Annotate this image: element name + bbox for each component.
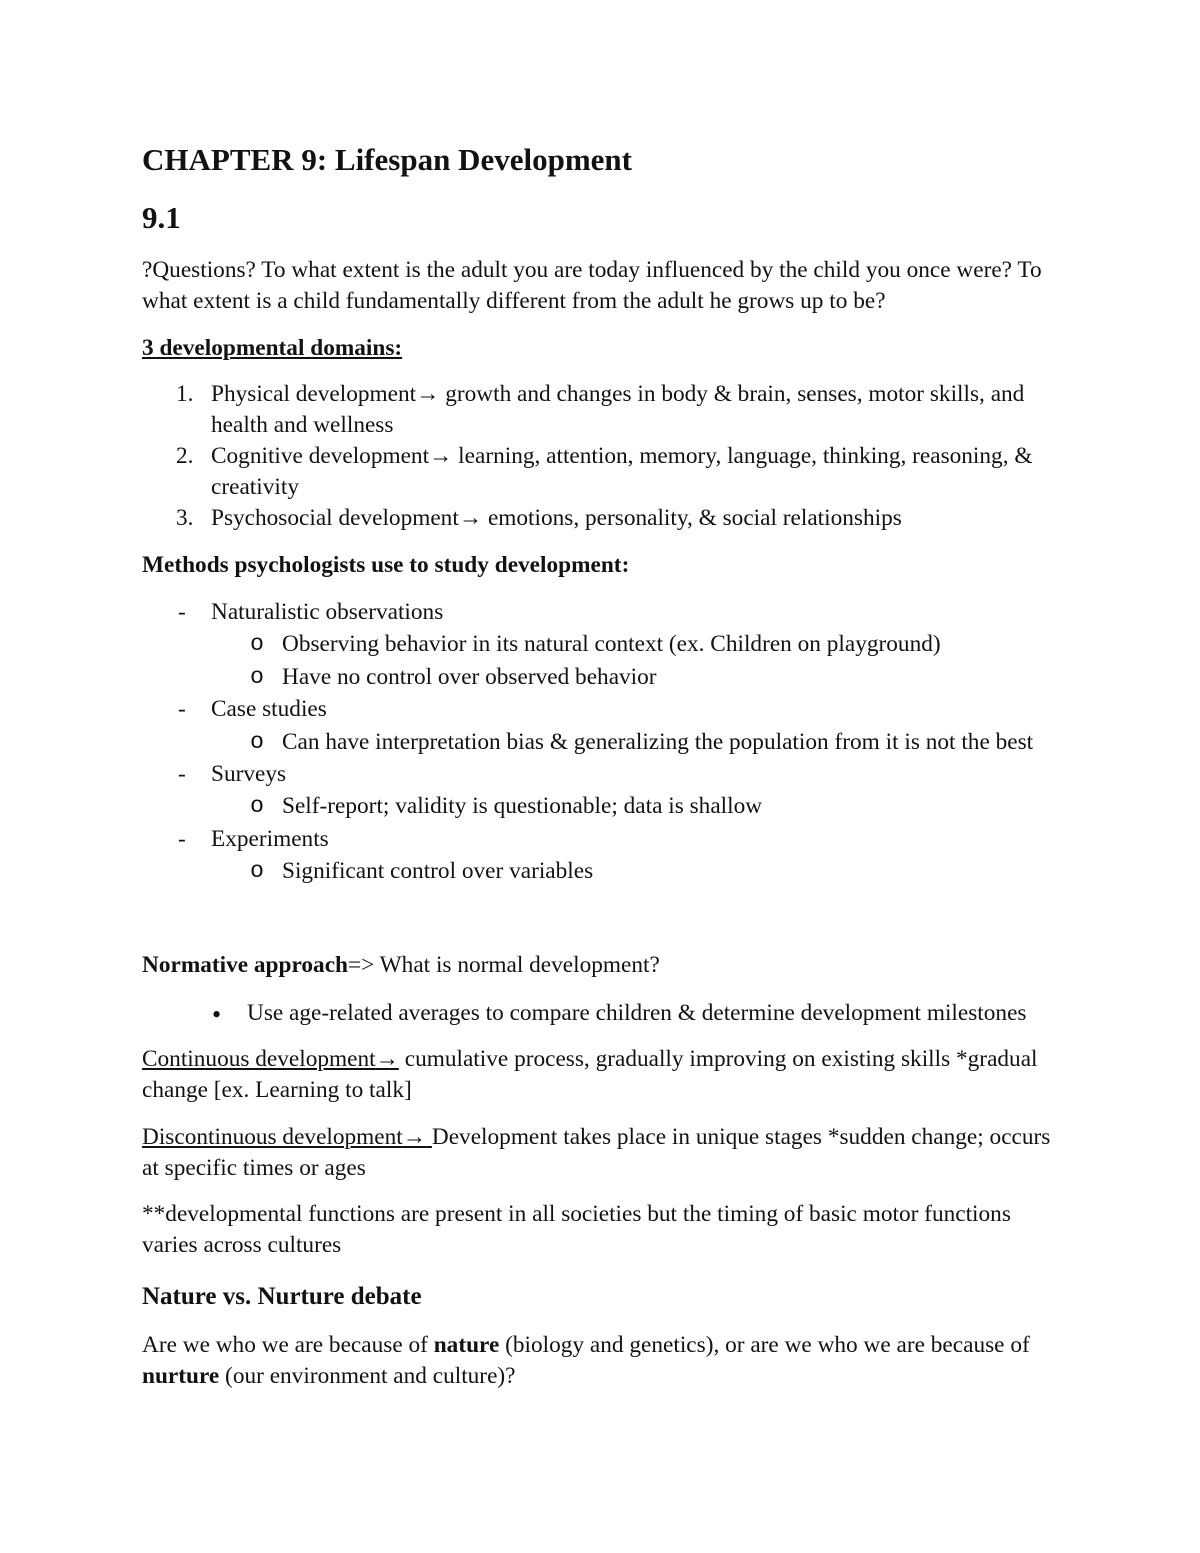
domains-list [142,379,1060,534]
normative-term: Normative approach [142,952,348,978]
dash-marker: - [178,696,186,723]
continuous-development-paragraph [142,1044,1060,1106]
discontinuous-term-text: Discontinuous development [142,1124,403,1150]
continuous-term [142,1046,399,1072]
normative-approach-paragraph [142,950,1060,981]
method-detail [211,726,1060,758]
developmental-functions-note: **developmental functions are present in all societies but the timing of basic motor functions varies across cultures [142,1201,1011,1258]
nature-nurture-text: (biology and genetics), or are we who we are because of [499,1332,1030,1358]
continuous-term-text: Continuous development [142,1046,376,1072]
domain-item-physical [142,379,1060,441]
domain-description: growth and changes in body & brain, senses, motor skills, and health and wellness [211,381,1025,438]
method-item-surveys [142,758,1060,823]
methods-list [142,596,1060,888]
method-detail-text: Self-report; validity is questionable; data is shallow [282,793,763,820]
dash-marker: - [178,761,186,788]
sub-bullet-marker: o [250,858,264,885]
continuous-description: cumulative process, gradually improving on existing skills *gradual change [ex. Learning to talk] [142,1046,1038,1103]
method-item-case-studies [142,693,1060,758]
right-arrow-icon: → [375,1046,399,1072]
section-number: 9.1 [142,200,181,235]
method-detail [211,628,1060,660]
normative-question: => What is normal development? [348,952,660,978]
nature-nurture-paragraph [142,1330,1060,1392]
method-label: Experiments [211,825,329,852]
method-label: Case studies [211,696,327,723]
method-item-naturalistic [142,596,1060,693]
sub-bullet-marker: o [250,793,264,820]
nature-nurture-heading: Nature vs. Nurture debate [142,1283,422,1310]
domain-description: learning, attention, memory, language, thinking, reasoning, & creativity [211,443,1033,500]
domain-term: Cognitive development [211,443,430,469]
list-number: 1. [176,381,194,407]
discontinuous-description: Development takes place in unique stages *sudden change; occurs at specific times or ages [142,1124,1051,1181]
method-details [211,726,1060,758]
normative-bullet-text: Use age-related averages to compare children & determine development milestones [247,1000,1027,1026]
dash-marker: - [178,825,186,852]
sub-bullet-marker: o [250,728,264,755]
nature-nurture-text: (our environment and culture)? [219,1363,516,1389]
sub-bullet-marker: o [250,631,264,658]
method-detail-text: Significant control over variables [282,858,594,885]
discontinuous-term [142,1124,432,1150]
domain-term: Psychosocial development [211,505,459,531]
domain-item-psychosocial [142,503,1060,534]
method-details [211,790,1060,822]
method-detail [211,661,1060,693]
domains-heading: 3 developmental domains: [142,335,403,361]
sub-bullet-marker: o [250,663,264,690]
domain-term: Physical development [211,381,417,407]
intro-questions: ?Questions? To what extent is the adult you are today influenced by the child you once were? To what extent is a child fundamentally different from the adult he grows up to be? [142,257,1042,314]
method-label: Surveys [211,761,287,788]
nature-keyword: nature [433,1332,500,1358]
method-details [211,855,1060,887]
normative-bullets [142,998,1060,1029]
method-label: Naturalistic observations [211,599,444,625]
dash-marker: - [178,599,186,625]
method-detail [211,855,1060,887]
chapter-title: CHAPTER 9: Lifespan Development [142,142,632,177]
list-number: 2. [176,443,194,469]
domain-item-cognitive [142,441,1060,503]
right-arrow-icon: → [429,443,453,469]
method-detail [211,790,1060,822]
nurture-keyword: nurture [142,1363,220,1389]
bullet-marker: • [212,1000,222,1029]
method-detail-text: Can have interpretation bias & generalizing the population from it is not the best [282,728,1034,755]
normative-bullet-item [142,998,1060,1029]
method-detail-text: Observing behavior in its natural context (ex. Children on playground) [282,631,941,658]
method-detail-text: Have no control over observed behavior [282,663,657,690]
list-number: 3. [176,505,194,531]
nature-nurture-text: Are we who we are because of [142,1332,434,1358]
discontinuous-development-paragraph [142,1122,1060,1184]
method-details [211,628,1060,693]
domain-description: emotions, personality, & social relationships [487,505,902,531]
method-item-experiments [142,823,1060,888]
right-arrow-icon: → [416,381,440,407]
methods-heading: Methods psychologists use to study development: [142,552,630,578]
right-arrow-icon: → [458,505,483,531]
right-arrow-icon: → [402,1124,427,1150]
